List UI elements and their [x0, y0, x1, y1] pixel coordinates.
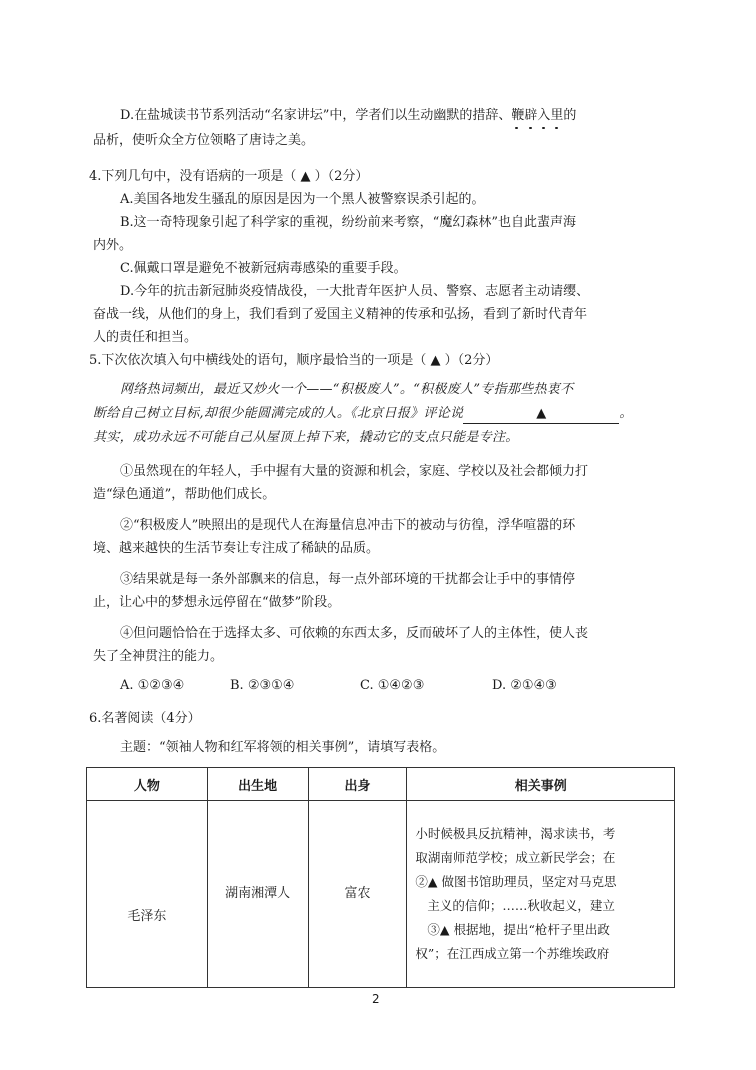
- famous-works-table: [86, 767, 675, 988]
- header-person: 人物: [87, 768, 208, 801]
- q4-option-d-line3: 人的责任和担当。: [93, 330, 198, 345]
- header-birthplace: 出生地: [207, 768, 308, 801]
- q5-option-c[interactable]: C. ①④②③: [360, 678, 425, 693]
- cell-birthplace: 湖南湘潭人: [207, 801, 308, 988]
- event-line-2: 取湖南师范学校；成立新民学会；在: [415, 850, 616, 865]
- q5-option-d[interactable]: D. ②①④③: [492, 678, 557, 693]
- cell-person: 毛泽东: [87, 801, 208, 988]
- q5-passage-line3: 其实，成功永远不可能自己从屋顶上掉下来，撬动它的支点只能是专注。: [93, 430, 519, 445]
- q3-option-d-line2: 品析，使听众全方位领略了唐诗之美。: [93, 133, 315, 148]
- q5-sentence-2a: ②“积极废人”映照出的是现代人在海量信息冲击下的被动与彷徨，浮华喧嚣的环: [120, 518, 576, 533]
- q5-sentence-2b: 境、越来越快的生活节奏让专注成了稀缺的品质。: [93, 541, 380, 556]
- q6-stem: 6.名著阅读（4分）: [89, 711, 201, 726]
- table-header-row: [87, 768, 675, 801]
- q5-sentence-3b: 止，让心中的梦想永远停留在“做梦”阶段。: [93, 595, 341, 610]
- answer-blank[interactable]: ▲: [463, 405, 619, 424]
- header-events: 相关事例: [407, 768, 675, 801]
- q5-sentence-3a: ③结果就是每一条外部飘来的信息，每一点外部环境的干扰都会让手中的事情停: [120, 572, 576, 587]
- event-line-3[interactable]: ②▲ 做图书馆助理员，坚定对马克思: [415, 874, 617, 889]
- q4-option-d-line2: 奋战一线，从他们的身上，我们看到了爱国主义精神的传承和弘扬，看到了新时代青年: [93, 307, 588, 322]
- q5-sentence-1b: 造“绿色通道”，帮助他们成长。: [93, 487, 276, 502]
- q5-passage-line1: 网络热词频出，最近又炒火一个——“积极废人”。“积极废人”专指那些热衷不: [120, 382, 574, 397]
- q5-sentence-4b: 失了全神贯注的能力。: [93, 649, 224, 664]
- q4-option-c: C.佩戴口罩是避免不被新冠病毒感染的重要手段。: [120, 261, 407, 276]
- q4-option-b-line2: 内外。: [93, 238, 133, 253]
- page-number: 2: [372, 992, 380, 1006]
- q6-theme: 主题：“领袖人物和红军将领的相关事例”，请填写表格。: [120, 740, 446, 755]
- q5-passage-line2: 断给自己树立目标,却很少能圆满完成的人。《北京日报》评论说 ▲ 。: [93, 405, 633, 424]
- event-line-5[interactable]: ③▲ 根据地，提出“枪杆子里出政: [427, 922, 610, 937]
- q3-option-d-line1: D.在盐城读书节系列活动“名家讲坛”中，学者们以生动幽默的措辞、鞭辟入里 的: [120, 107, 576, 125]
- header-origin: 出身: [308, 768, 407, 801]
- q4-option-d-line1: D.今年的抗击新冠肺炎疫情战役，一大批青年医护人员、警察、志愿者主动请缨、: [120, 284, 590, 299]
- event-line-6: 权”；在江西成立第一个苏维埃政府: [415, 946, 610, 961]
- q3-d-text: D.在盐城读书节系列活动“名家讲坛”中，学者们以生动幽默的措辞、: [120, 108, 512, 123]
- cell-events: [407, 801, 675, 988]
- cell-origin: 富农: [308, 801, 407, 988]
- q5-option-b[interactable]: B. ②③①④: [230, 678, 295, 693]
- q4-option-b-line1: B.这一奇特现象引起了科学家的重视，纷纷前来考察，“魔幻森林”也自此蜚声海: [120, 215, 576, 230]
- q4-stem: 4.下列几句中，没有语病的一项是（ ▲ ）（2分）: [89, 169, 369, 184]
- dotted-emphasis: 鞭辟入里: [511, 107, 563, 125]
- table-row: [87, 801, 675, 988]
- q5-option-a[interactable]: A. ①②③④: [120, 678, 185, 693]
- event-line-1: 小时候极具反抗精神，渴求读书，考: [415, 826, 616, 841]
- event-line-4: 主义的信仰；……秋收起义，建立: [427, 898, 615, 913]
- q5-stem: 5.下次依次填入句中横线处的语句，顺序最恰当的一项是（ ▲ ）（2分）: [89, 353, 499, 368]
- q5-sentence-1a: ①虽然现在的年轻人，手中握有大量的资源和机会，家庭、学校以及社会都倾力打: [120, 464, 589, 479]
- q5-sentence-4a: ④但问题恰恰在于选择太多、可依赖的东西太多，反而破坏了人的主体性，使人丧: [120, 626, 589, 641]
- q4-option-a: A.美国各地发生骚乱的原因是因为一个黑人被警察误杀引起的。: [120, 192, 485, 207]
